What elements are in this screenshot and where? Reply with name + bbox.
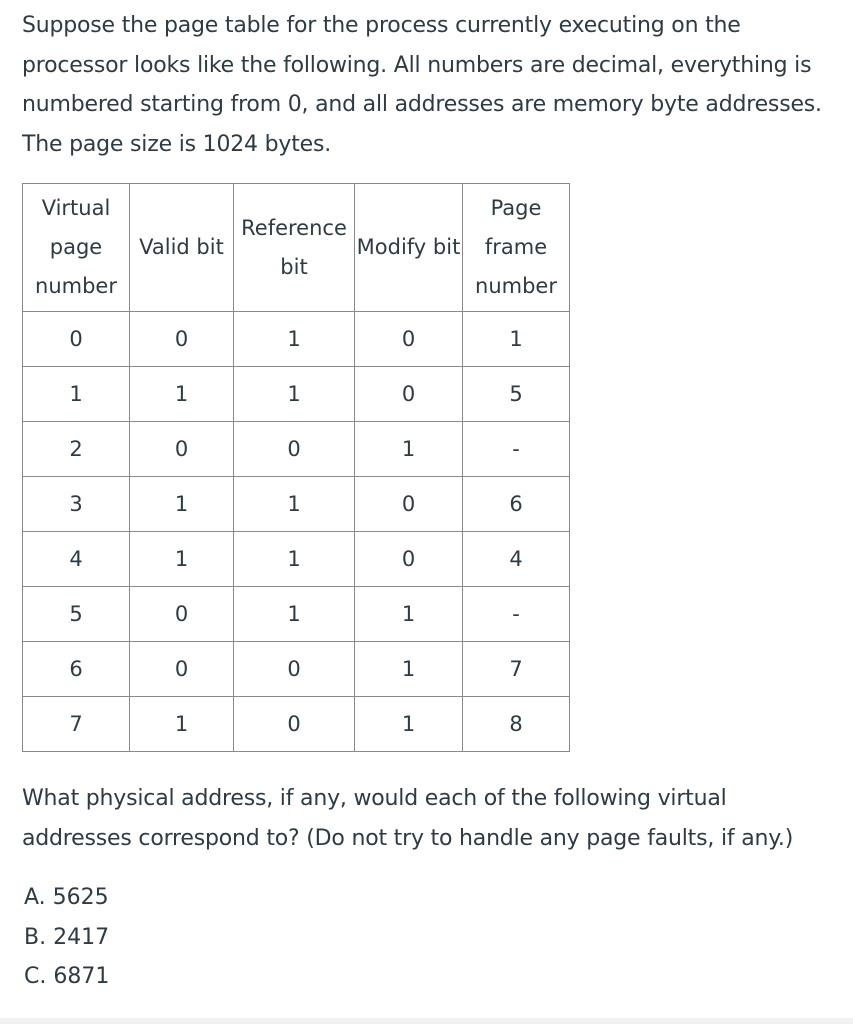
cell-reference-bit: 1 — [234, 312, 355, 367]
cell-reference-bit: 1 — [234, 532, 355, 587]
table-row — [23, 697, 570, 752]
cell-valid-bit: 1 — [130, 697, 234, 752]
cell-virtual-page: 5 — [23, 587, 130, 642]
table-row — [23, 312, 570, 367]
cell-modify-bit: 1 — [355, 422, 463, 477]
cell-virtual-page: 6 — [23, 642, 130, 697]
header-modify-bit: Modify bit — [355, 184, 463, 312]
cell-reference-bit: 0 — [234, 697, 355, 752]
table-row — [23, 422, 570, 477]
cell-valid-bit: 0 — [130, 587, 234, 642]
option-b: B. 2417 — [24, 924, 110, 950]
cell-virtual-page: 7 — [23, 697, 130, 752]
cell-modify-bit: 1 — [355, 697, 463, 752]
cell-page-frame: 7 — [463, 642, 570, 697]
answer-options-list — [24, 878, 109, 997]
cell-page-frame: 4 — [463, 532, 570, 587]
cell-modify-bit: 1 — [355, 642, 463, 697]
cell-valid-bit: 0 — [130, 312, 234, 367]
cell-virtual-page: 4 — [23, 532, 130, 587]
table-row — [23, 367, 570, 422]
cell-reference-bit: 1 — [234, 477, 355, 532]
cell-reference-bit: 1 — [234, 367, 355, 422]
cell-modify-bit: 0 — [355, 312, 463, 367]
cell-valid-bit: 0 — [130, 642, 234, 697]
option-c: C. 6871 — [24, 964, 110, 989]
cell-page-frame: 5 — [463, 367, 570, 422]
cell-virtual-page: 1 — [23, 367, 130, 422]
header-reference-bit: Reference bit — [234, 184, 355, 312]
cell-virtual-page: 0 — [23, 312, 130, 367]
cell-virtual-page: 3 — [23, 477, 130, 532]
cell-reference-bit: 1 — [234, 587, 355, 642]
table-row — [23, 587, 570, 642]
cell-reference-bit: 0 — [234, 642, 355, 697]
table-row — [23, 477, 570, 532]
header-virtual-page-number: Virtual page number — [23, 184, 130, 312]
cell-page-frame: 1 — [463, 312, 570, 367]
cell-valid-bit: 1 — [130, 532, 234, 587]
page-table-wrapper — [22, 183, 570, 752]
option-a: A. 5625 — [24, 885, 109, 910]
intro-paragraph: Suppose the page table for the process currently executing on the processor looks like the following. All numbers are decimal, everything is numbered starting from 0, and all addresses are memory byte addresses. The page size is 1024 bytes. — [22, 13, 822, 157]
cell-modify-bit: 0 — [355, 367, 463, 422]
cell-virtual-page: 2 — [23, 422, 130, 477]
cell-valid-bit: 0 — [130, 422, 234, 477]
cell-modify-bit: 1 — [355, 587, 463, 642]
cell-valid-bit: 1 — [130, 367, 234, 422]
bottom-divider — [0, 1018, 853, 1024]
table-row — [23, 532, 570, 587]
cell-modify-bit: 0 — [355, 532, 463, 587]
header-page-frame-number: Page frame number — [463, 184, 570, 312]
cell-modify-bit: 0 — [355, 477, 463, 532]
table-header-row — [23, 184, 570, 312]
table-row — [23, 642, 570, 697]
cell-page-frame: - — [463, 422, 570, 477]
cell-page-frame: 6 — [463, 477, 570, 532]
question-paragraph: What physical address, if any, would each of the following virtual addresses correspond to? (Do not try to handle any page faults, if any.) — [22, 786, 794, 851]
cell-valid-bit: 1 — [130, 477, 234, 532]
page-table — [22, 183, 570, 752]
header-valid-bit: Valid bit — [130, 184, 234, 312]
cell-reference-bit: 0 — [234, 422, 355, 477]
cell-page-frame: - — [463, 587, 570, 642]
cell-page-frame: 8 — [463, 697, 570, 752]
